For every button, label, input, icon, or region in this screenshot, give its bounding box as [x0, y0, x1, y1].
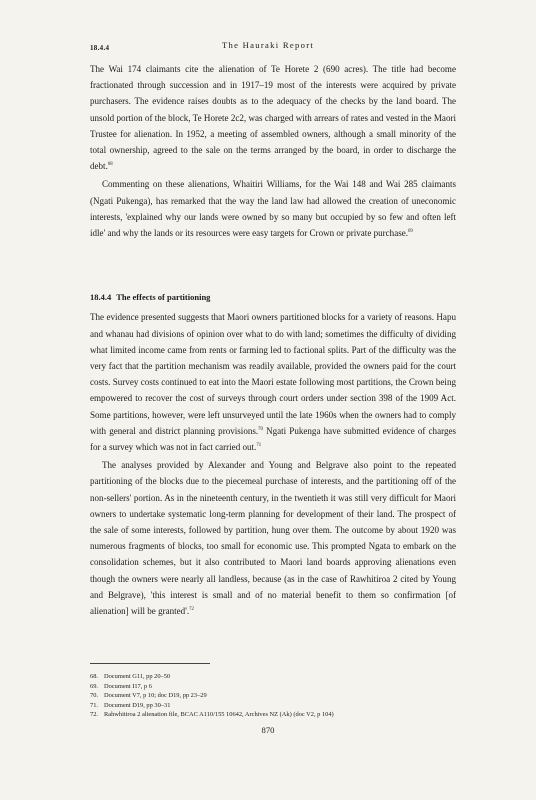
paragraph: The evidence presented suggests that Maori owners partitioned blocks for a variety of reasons. Hapu and whanau had divisions of opinion over what to do with land; sometimes the difficulty of dividing what limited income came from rents or farming led to factional splits. Part of the difficulty was the very fact that the partition mechanism was readily available, provided the owners paid for the court costs. Survey costs continued to eat into the Maori estate following most partitions, the Crown being empowered to recover the cost of surveys through court orders under section 398 of the 1909 Act. Some partitions, however, were left unsurveyed until the late 1960s when the owners had to comply with general and district planning provisions.$^{70}$ Ngati Pukenga have submitted evidence of charges for a survey which was not in fact carried out.$^{71}$	[90, 312, 456, 453]
footnote-ref[interactable]: 71	[256, 443, 262, 449]
footnote-ref[interactable]: 72	[189, 607, 194, 613]
footnote: 69. Document I17, p 6	[90, 682, 152, 690]
section-heading	[90, 289, 456, 305]
footnote: 72. Rahwhitiroa 2 alienation file, BCAC A110/155 10642, Archives NZ (Ak) (doc V2, p 104)	[90, 711, 334, 718]
footnote-ref[interactable]: 70	[258, 426, 263, 432]
footnote: 70. Document V7, p 10; doc D19, pp 23–29	[90, 692, 207, 699]
heading-title: The effects of partitioning	[116, 292, 211, 303]
footnote-ref[interactable]: 69	[408, 229, 413, 235]
main-text	[90, 61, 456, 619]
paragraph: The analyses provided by Alexander and Young and Belgrave also point to the repeated partitioning of the blocks due to the piecemeal purchase of interests, and the partitioning off of the non-sellers' portion. As in the nineteenth century, in the twentieth it was still very difficult for Maori owners to undertake systematic long-term planning for development of their land. The prospect of the sale of some interests, followed by partition, hung over them. The outcome by about 1920 was numerous fragments of blocks, too small for economic use. This prompted Ngata to embark on the consolidation schemes, but it also contributed to Maori land boards approving alienations even though the owners were nearly all landless, because (as in the case of Rawhitiroa 2 cited by Young and Belgrave), 'this interest is small and of no material benefit to them so confirmation [of alienation] will be granted'.$^{72}$	[90, 460, 456, 617]
footnote: 68. Document G11, pp 20–50	[90, 673, 171, 680]
paragraph: Commenting on these alienations, Whaitiri Williams, for the Wai 148 and Wai 285 claimants (Ngati Pukenga), has remarked that the way the land law had allowed the creation of uneconomic interests, 'explained why our lands were owned by so many but occupied by so few and often left idle' and why the lands or its resources were easy targets for Crown or private purchase.$^{69}$	[90, 179, 456, 239]
footnotes	[90, 672, 460, 720]
footnote: 71. Document D19, pp 30–31	[90, 701, 171, 709]
heading-number: 18.4.4	[90, 292, 112, 303]
paragraph: The Wai 174 claimants cite the alienation of Te Horete 2 (690 acres). The title had become fractionated through succession and in 1917–19 most of the interests were acquired by private purchasers. The evidence raises doubts as to the adequacy of the checks by the land board. The unsold portion of the block, Te Horete 2c2, was charged with arrears of rates and vested in the Maori Trustee for alienation. In 1952, a meeting of assembled owners, although a small minority of the total ownership, agreed to the sale on the terms arranged by the board, in order to discharge the debt.$^{68}$	[90, 64, 456, 172]
section-number: 18.4.4	[90, 44, 110, 52]
footnote-divider	[90, 663, 210, 664]
running-head: The Hauraki Report	[221, 40, 315, 50]
page-number: 870	[261, 725, 275, 735]
footnote-ref[interactable]: 68	[107, 162, 113, 168]
